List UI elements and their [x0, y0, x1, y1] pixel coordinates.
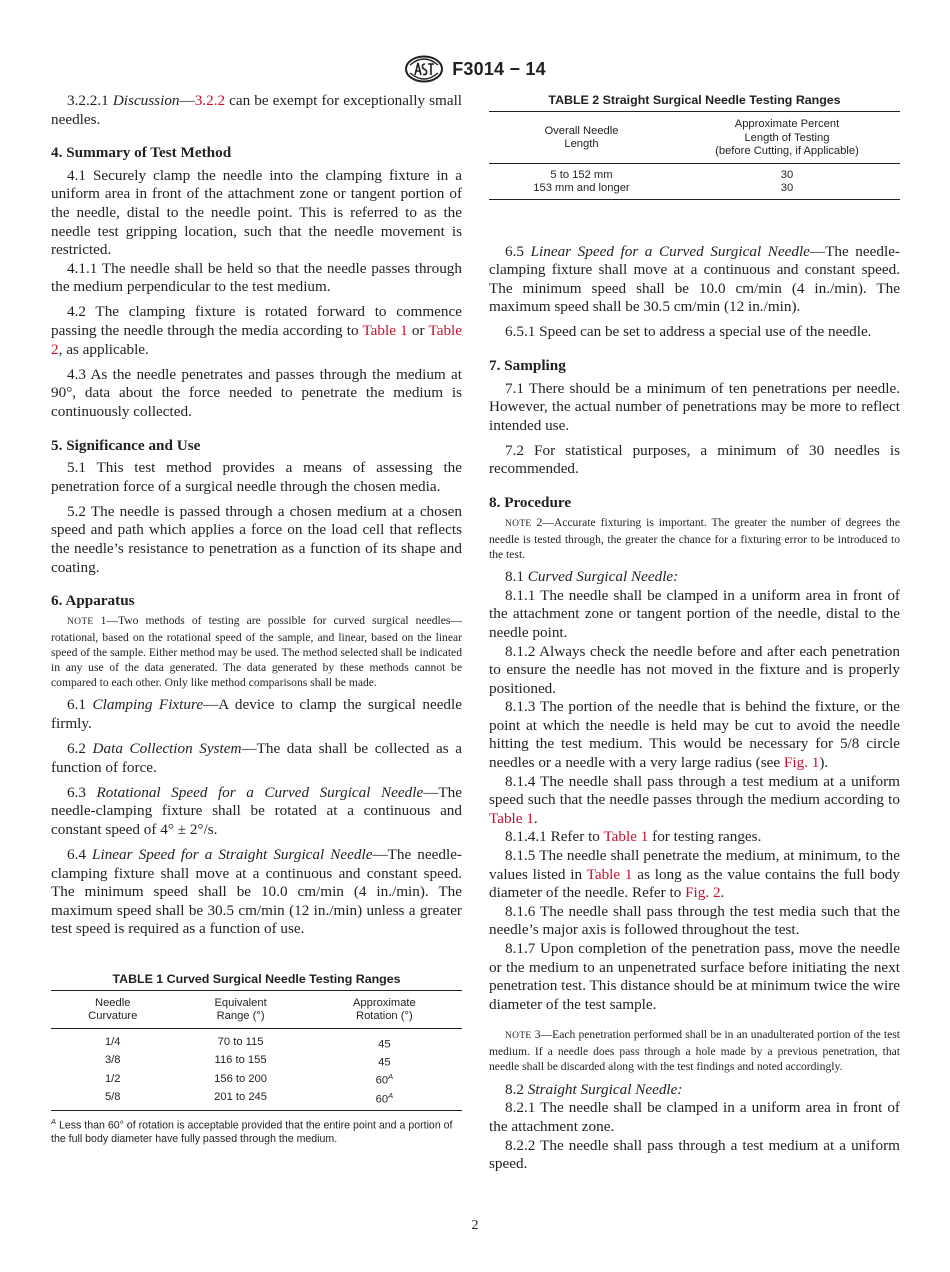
table-row: 3/8 116 to 155 45 — [104, 1054, 391, 1069]
astm-logo — [404, 55, 444, 83]
section-8-heading: 8. Procedure — [489, 494, 572, 512]
ref-table-1[interactable]: Table 1 — [489, 809, 534, 827]
paragraph-8-1: 8.1 Curved Surgical Needle: — [505, 568, 679, 586]
paragraph-8-1-5: 8.1.5 The needle shall penetrate the medium, at minimum, to the values listed in Table 1 as long as the value contains the full body diameter of the needle. Refer to Fig. 2. — [489, 847, 900, 902]
ref-table-1[interactable]: Table 1 — [603, 828, 649, 846]
table-1-footnote: $^A$ Less than 60° of rotation is acceptable provided that the entire point and a portion of the full body diameter have fully passed through the medium. — [51, 1116, 453, 1146]
table-1-header-rotation: Approximate Rotation (°) — [352, 996, 416, 1023]
paragraph-6-2: 6.2 Data Collection System—The data shall be collected as a function of force. — [51, 739, 462, 776]
table-row: 5 to 152 mm 30 — [550, 168, 794, 181]
table-1-grid — [51, 990, 462, 1111]
table-row: 1/2 156 to 200 $60^A$ — [104, 1072, 394, 1088]
paragraph-5-2: 5.2 The needle is passed through a chosen medium at a chosen speed and path which applies a force on the load cell that reflects the needle’s resistance to penetration as a function of its shape and coating. — [51, 502, 462, 576]
table-1-header-curvature: Needle Curvature — [88, 996, 138, 1023]
table-2-title: TABLE 2 Straight Surgical Needle Testing Ranges — [548, 93, 841, 107]
table-row: 5/8 201 to 245 $60^A$ — [51, 1089, 462, 1111]
paragraph-5-1: 5.1 This test method provides a means of assessing the penetration force of a surgical needle through the chosen media. — [51, 459, 462, 495]
paragraph-6-4: 6.4 Linear Speed for a Straight Surgical Needle—The needle-clamping fixture shall move at a continuous and constant speed. The minimum speed shall be 10.0 cm/min (4 in./min). The maximum speed shall be 30.5 cm/min (12 in./min) unless a greater test speed is required as a function of use. — [51, 845, 462, 938]
section-7-heading: 7. Sampling — [489, 356, 566, 374]
paragraph-8-1-6: 8.1.6 The needle shall pass through the test media such that the needle’s major axis is followed throughout the test. — [489, 902, 900, 939]
note-1: NOTE 1—Two methods of testing are possible for curved surgical needles—rotational, based on the rotational speed of the sample, and linear, based on the linear speed of the sample. Either method may be used. The method selected shall be indicated in any use of the data generated. The data generated by these methods cannot be compared to each other. Only like method comparisons shall be made. — [51, 613, 462, 689]
table-1-title: TABLE 1 Curved Surgical Needle Testing Ranges — [112, 971, 401, 986]
paragraph-8-1-3: 8.1.3 The portion of the needle that is behind the fixture, or the point at which the needle is held may be cut to avoid the needle hitting the test medium. This would be necessary for 5/8 circle needles or a needle with a very large radius (see Fig. 1). — [489, 698, 900, 772]
paragraph-7-1: 7.1 There should be a minimum of ten penetrations per needle. However, the actual number of penetrations may be more to reflect intended use. — [489, 379, 900, 434]
paragraph-8-2-2: 8.2.2 The needle shall pass through a test medium at a uniform speed. — [489, 1136, 900, 1173]
table-row: 153 mm and longer 30 — [489, 182, 900, 199]
table-1-header-range: Equivalent Range (°) — [214, 996, 267, 1023]
table-2 — [489, 92, 900, 200]
section-4-heading: 4. Summary of Test Method — [51, 144, 232, 162]
paragraph-6-5: 6.5 Linear Speed for a Curved Surgical Needle—The needle-clamping fixture shall move at a continuous and constant speed. The minimum speed shall be 10.0 cm/min (4 in./min). The maximum speed shall be 30.5 cm/min (12 in./min). — [489, 242, 900, 316]
paragraph-8-2-1: 8.2.1 The needle shall be clamped in a uniform area in front of the attachment zone. — [489, 1099, 900, 1136]
paragraph-6-5-1: 6.5.1 Speed can be set to address a special use of the needle. — [505, 323, 872, 341]
paragraph-4-1: 4.1 Securely clamp the needle into the clamping fixture in a uniform area in front of the attachment zone or tangent portion of the needle, distal to the needle point. This is referred to as the needle test gripping location, such that the needle movement is restricted. — [51, 166, 462, 259]
ref-table-1[interactable]: Table 1 — [362, 322, 408, 340]
section-6-heading: 6. Apparatus — [51, 592, 135, 610]
ref-fig-1[interactable]: Fig. 1 — [783, 754, 820, 772]
left-column — [51, 92, 462, 1146]
paragraph-4-3: 4.3 As the needle penetrates and passes through the medium at 90°, data about the force needed to penetrate the medium is continuously collected. — [51, 365, 462, 420]
right-column — [489, 92, 900, 1174]
ref-3-2-2[interactable]: 3.2.2 — [194, 92, 226, 109]
page-number: 2 — [471, 1218, 479, 1233]
ref-table-1[interactable]: Table 1 — [586, 865, 633, 883]
table-2-header-length: Overall Needle Length — [544, 124, 619, 151]
document-designation: F3014 − 14 — [452, 58, 546, 79]
ref-table-2[interactable]: Table 2 — [51, 322, 462, 358]
paragraph-7-2: 7.2 For statistical purposes, a minimum of 30 needles is recommended. — [489, 441, 900, 478]
note-2: NOTE 2—Accurate fixturing is important. The greater the number of degrees the needle is tested through, the greater the chance for a fixturing error to be introduced to the test. — [489, 515, 900, 561]
paragraph-8-1-7: 8.1.7 Upon completion of the penetration pass, move the needle or the medium to an unpenetrated surface before initiating the next penetration test. This distance should be at minimum twice the wire diameter of the test sample. — [489, 940, 900, 1013]
paragraph-6-3: 6.3 Rotational Speed for a Curved Surgical Needle—The needle-clamping fixture shall be rotated at a continuous and constant speed of 4° ± 2°/s. — [51, 783, 462, 838]
section-5-heading: 5. Significance and Use — [51, 436, 201, 454]
table-2-grid — [489, 111, 900, 200]
paragraph-8-1-4: 8.1.4 The needle shall pass through a test medium at a uniform speed such that the needle passes through the medium according to Table 1. — [489, 772, 900, 827]
paragraph-8-2: 8.2 Straight Surgical Needle: — [505, 1080, 683, 1098]
table-row: 1/4 70 to 115 45 — [104, 1036, 391, 1051]
paragraph-4-1-1: 4.1.1 The needle shall be held so that the needle passes through the medium perpendicular to the test medium. — [51, 259, 462, 296]
paragraph-6-1: 6.1 Clamping Fixture—A device to clamp the surgical needle firmly. — [51, 696, 462, 732]
table-2-header-percent: Approximate Percent Length of Testing (before Cutting, if Applicable) — [715, 118, 859, 157]
paragraph-4-2: 4.2 The clamping fixture is rotated forward to commence passing the needle through the media according to Table 1 or Table 2, as applicable. — [51, 303, 462, 358]
paragraph-8-1-4-1: 8.1.4.1 Refer to Table 1 for testing ranges. — [505, 828, 762, 846]
note-3: NOTE 3—Each penetration performed shall be in an unadulterated portion of the test medium. If a needle does pass through a hole made by a previous penetration, that needle shall be discarded along with the test findings and noted accordingly. — [489, 1028, 900, 1074]
paragraph-8-1-2: 8.1.2 Always check the needle before and after each penetration to ensure the needle has not moved in the fixture and is properly positioned. — [489, 642, 900, 697]
table-1 — [51, 971, 462, 1146]
ref-fig-2[interactable]: Fig. 2 — [685, 884, 721, 902]
paragraph-8-1-1: 8.1.1 The needle shall be clamped in a uniform area in front of the attachment zone or tangent portion of the needle, distal to the needle point. — [489, 586, 900, 641]
page-header — [0, 55, 950, 83]
paragraph-3-2-2-1: 3.2.2.1 Discussion—3.2.2 can be exempt for exceptionally small needles. — [51, 92, 463, 128]
